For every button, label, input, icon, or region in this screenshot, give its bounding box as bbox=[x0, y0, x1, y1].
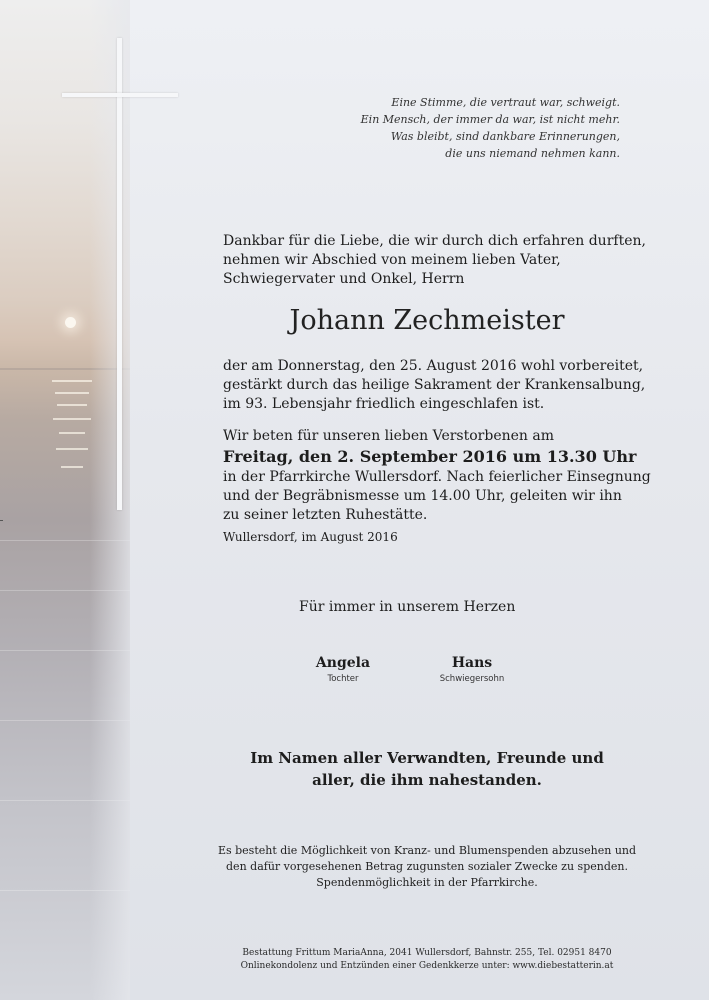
donation-note bbox=[0, 843, 709, 891]
on-behalf-line: Im Namen aller Verwandten, Freunde und bbox=[250, 749, 604, 767]
motto-line: die uns niemand nehmen kann. bbox=[445, 147, 620, 160]
donation-line: den dafür vorgesehenen Betrag zugunsten sozialer Zwecke zu spenden. bbox=[226, 860, 628, 873]
donation-line: Spendenmöglichkeit in der Pfarrkirche. bbox=[316, 876, 538, 889]
margin-mark bbox=[0, 520, 3, 521]
mourner-relation: Tochter bbox=[327, 674, 359, 684]
funeral-line: und der Begräbnismesse um 14.00 Uhr, geleiten wir ihn bbox=[223, 488, 622, 504]
mourner-hans bbox=[417, 654, 527, 685]
motto-line: Eine Stimme, die vertraut war, schweigt. bbox=[391, 96, 620, 109]
mourner-name: Angela bbox=[315, 655, 371, 671]
funeral-date: Freitag, den 2. September 2016 um 13.30 Uhr bbox=[223, 447, 637, 466]
sun-reflection bbox=[59, 432, 85, 434]
sun-reflection bbox=[57, 404, 87, 406]
funeral-line: zu seiner letzten Ruhestätte. bbox=[223, 507, 428, 523]
passing-text bbox=[223, 357, 645, 414]
intro-text bbox=[223, 232, 646, 289]
sun-reflection bbox=[52, 380, 92, 382]
sun-reflection bbox=[53, 418, 91, 420]
sun-reflection bbox=[61, 466, 83, 468]
motto-line: Was bleibt, sind dankbare Erinnerungen, bbox=[390, 130, 620, 143]
mourner-relation: Schwiegersohn bbox=[439, 674, 505, 684]
sun-reflection bbox=[56, 448, 88, 450]
intro-line: Schwiegervater und Onkel, Herrn bbox=[223, 271, 465, 287]
sun-reflection bbox=[55, 392, 89, 394]
mourner-name: Hans bbox=[451, 655, 493, 671]
mourner-angela bbox=[288, 654, 398, 685]
intro-line: nehmen wir Abschied von meinem lieben Vater, bbox=[223, 252, 561, 268]
funeral-line: in der Pfarrkirche Wullersdorf. Nach feierlicher Einsegnung bbox=[223, 469, 651, 485]
motto-line: Ein Mensch, der immer da war, ist nicht mehr. bbox=[360, 113, 620, 126]
footer-line: Bestattung Frittum MariaAnna, 2041 Wullersdorf, Bahnstr. 255, Tel. 02951 8470 bbox=[242, 948, 612, 958]
on-behalf-line: aller, die ihm nahestanden. bbox=[312, 771, 542, 789]
cross-icon bbox=[117, 38, 122, 510]
place-date: Wullersdorf, im August 2016 bbox=[223, 530, 398, 544]
deceased-name: Johann Zechmeister bbox=[289, 305, 565, 336]
forever-line: Für immer in unserem Herzen bbox=[299, 599, 516, 615]
intro-line: Dankbar für die Liebe, die wir durch dich erfahren durften, bbox=[223, 233, 646, 249]
passing-line: gestärkt durch das heilige Sakrament der Krankensalbung, bbox=[223, 377, 646, 393]
donation-line: Es besteht die Möglichkeit von Kranz- und Blumenspenden abzusehen und bbox=[217, 844, 637, 857]
funeral-details bbox=[223, 427, 651, 525]
passing-line: im 93. Lebensjahr friedlich eingeschlafen ist. bbox=[223, 396, 545, 412]
funeral-intro: Wir beten für unseren lieben Verstorbenen am bbox=[223, 428, 555, 444]
motto-verse bbox=[361, 94, 620, 162]
footer-line: Onlinekondolenz und Entzünden einer Gedenkkerze unter: www.diebestatterin.at bbox=[240, 961, 614, 971]
cross-icon-bar bbox=[62, 93, 178, 97]
undertaker-footer bbox=[0, 947, 709, 973]
on-behalf-text bbox=[0, 747, 709, 791]
passing-line: der am Donnerstag, den 25. August 2016 wohl vorbereitet, bbox=[223, 358, 644, 374]
